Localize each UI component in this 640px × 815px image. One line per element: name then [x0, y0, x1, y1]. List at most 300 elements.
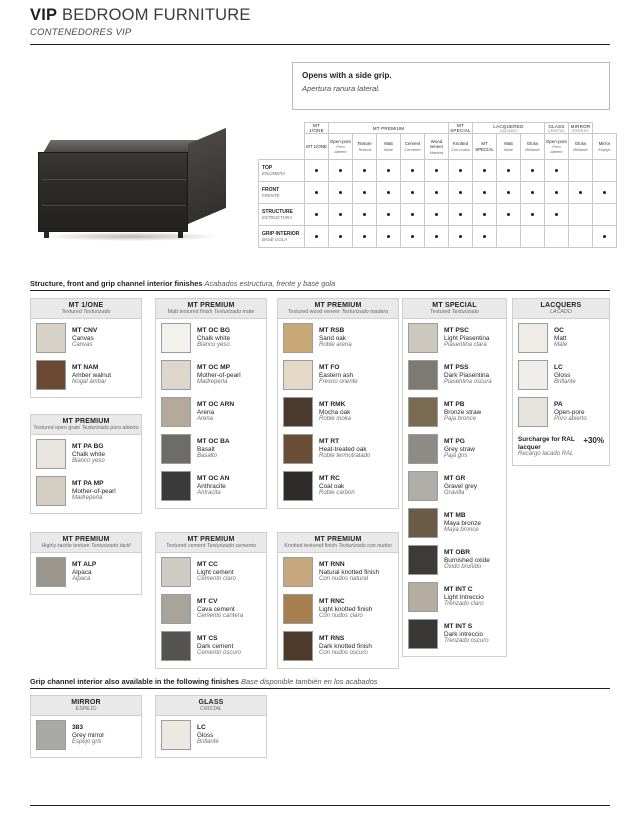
product-drawer-line	[42, 179, 186, 180]
matrix-cell	[593, 226, 617, 248]
matrix-column-header: Matt Mate	[377, 134, 401, 160]
finish-code: OC	[554, 327, 564, 335]
matrix-cell	[473, 204, 497, 226]
finish-swatch	[283, 360, 313, 390]
finish-group-title: MT 1/ONE	[68, 302, 104, 309]
side-grip-note	[292, 62, 610, 110]
matrix-cell	[353, 182, 377, 204]
matrix-cell	[425, 226, 449, 248]
matrix-cell	[569, 226, 593, 248]
finish-swatch	[283, 434, 313, 464]
matrix-group-header: MT SPECIAL	[450, 123, 471, 133]
finish-name-es: Paja bronce	[444, 416, 477, 423]
finish-item-list	[513, 319, 609, 434]
finish-text	[72, 724, 104, 746]
finish-text	[554, 327, 567, 349]
finish-text	[72, 327, 97, 349]
matrix-row	[259, 160, 617, 182]
finish-code: LC	[197, 724, 206, 732]
finish-name: Natural knotted finish	[319, 568, 380, 576]
finish-name-es: Nogal ámbar	[72, 379, 107, 386]
matrix-cell	[521, 204, 545, 226]
finish-swatch	[408, 471, 438, 501]
finish-item[interactable]	[408, 323, 501, 353]
finish-item[interactable]	[283, 594, 393, 624]
page-header	[0, 0, 640, 38]
product-side-panel	[188, 128, 226, 224]
finish-item[interactable]	[283, 557, 393, 587]
finish-item[interactable]	[518, 397, 604, 427]
product-shadow	[42, 232, 222, 241]
finish-item[interactable]	[161, 397, 261, 427]
matrix-cell	[401, 182, 425, 204]
matrix-cell	[473, 182, 497, 204]
finish-name-es: Maya bronce	[444, 527, 479, 534]
matrix-column-header: Wood veneer Madera	[425, 134, 449, 160]
matrix-column-header: MT 1/ONE	[305, 134, 329, 160]
finish-name: Dark Piasentina	[444, 371, 490, 379]
finish-text	[444, 438, 475, 460]
finish-group	[30, 414, 142, 514]
matrix-cell	[545, 226, 569, 248]
finish-item[interactable]	[408, 582, 501, 612]
matrix-column-header: Mirror Espejo	[593, 134, 617, 160]
finish-name-es: Arena	[197, 416, 214, 423]
finish-text	[444, 475, 477, 497]
finish-code: MT RMK	[319, 401, 346, 409]
finish-group-subtitle: Highly-tactile texture Texturizado táctil	[41, 543, 131, 549]
matrix-group-row	[259, 123, 617, 134]
matrix-cell	[329, 204, 353, 226]
finish-name: Open-pore	[554, 408, 585, 416]
finish-name: Arena	[197, 408, 215, 416]
matrix-cell	[305, 182, 329, 204]
finish-item[interactable]	[36, 323, 136, 353]
finish-name: Anthracite	[197, 482, 226, 490]
finish-swatch	[161, 631, 191, 661]
finish-item-list	[31, 319, 141, 397]
finish-name-es: Fresno oriente	[319, 379, 358, 386]
finish-group-subtitle: LACADO	[550, 309, 572, 315]
matrix-cell	[401, 160, 425, 182]
finish-text	[319, 635, 372, 657]
matrix-row	[259, 182, 617, 204]
finish-name: Gloss	[197, 731, 214, 739]
finish-name-es: Con nudos natural	[319, 576, 369, 583]
grip-section-caption	[30, 677, 378, 686]
finish-group	[155, 695, 267, 758]
matrix-cell	[377, 226, 401, 248]
matrix-column-header: MT SPECIAL	[473, 134, 497, 160]
finish-text	[197, 561, 236, 583]
finish-text	[72, 443, 105, 465]
finish-name: Grey mirror	[72, 731, 105, 739]
finish-name-es: Basalto	[197, 453, 218, 460]
finish-name: Mocha oak	[319, 408, 351, 416]
main-section-rule	[30, 290, 610, 291]
finish-swatch	[408, 545, 438, 575]
finish-item[interactable]	[518, 360, 604, 390]
matrix-row-label: FRONT FRENTE	[259, 182, 305, 204]
finish-name-es: Poro abierto	[554, 416, 587, 423]
finish-group-header	[31, 533, 141, 553]
finish-group-subtitle: Textured Texturizado	[61, 309, 111, 315]
finish-item-list	[278, 319, 398, 508]
finish-item-list	[31, 553, 141, 594]
finish-name: Heat-treated oak	[319, 445, 367, 453]
surcharge-label-es: Recargo lacado RAL	[518, 451, 574, 458]
surcharge-row	[513, 434, 609, 465]
finish-swatch	[408, 323, 438, 353]
finish-code: MT PSS	[444, 364, 469, 372]
matrix-cell	[425, 204, 449, 226]
finish-swatch	[408, 619, 438, 649]
matrix-cell	[521, 182, 545, 204]
side-grip-note-en: Opens with a side grip.	[302, 71, 392, 80]
finish-group-title: MT PREMIUM	[314, 536, 362, 543]
finish-item[interactable]	[36, 439, 136, 469]
finish-item[interactable]	[408, 471, 501, 501]
finish-group	[30, 298, 142, 398]
finish-group-subtitle: Knotted textured finish Texturizado con nudos	[284, 543, 392, 549]
finish-group-title: MT PREMIUM	[187, 302, 235, 309]
finish-text	[197, 327, 230, 349]
finish-item[interactable]	[36, 557, 136, 587]
matrix-cell	[353, 160, 377, 182]
finish-item[interactable]	[408, 508, 501, 538]
finish-item[interactable]	[408, 619, 501, 649]
finish-item[interactable]	[36, 360, 136, 390]
finish-swatch	[283, 631, 313, 661]
side-grip-note-es: Apertura ranura lateral.	[302, 84, 381, 93]
finish-swatch	[283, 471, 313, 501]
finish-swatch	[408, 434, 438, 464]
finish-item[interactable]	[161, 471, 261, 501]
finish-code: MT CC	[197, 561, 218, 569]
matrix-column-header: Open-pore Poro abierto	[545, 134, 569, 160]
finish-code: MT PA MP	[72, 480, 104, 488]
finish-swatch	[36, 557, 66, 587]
finish-name-es: Con nudos claro	[319, 613, 363, 620]
finish-name: Dark knotted finish	[319, 642, 372, 650]
matrix-cell	[401, 226, 425, 248]
finish-code: PA	[554, 401, 563, 409]
finish-code: MT OBR	[444, 549, 471, 557]
finish-name-es: Roble arena	[319, 342, 352, 349]
matrix-group-header: LACQUERED LACADO	[473, 123, 545, 134]
finish-swatch	[161, 720, 191, 750]
finish-swatch	[161, 594, 191, 624]
finish-group-title: LACQUERS	[540, 302, 582, 309]
finish-group-title: MT PREMIUM	[62, 418, 110, 425]
matrix-cell	[377, 182, 401, 204]
finish-item[interactable]	[518, 323, 604, 353]
finish-code: 383	[72, 724, 84, 732]
finish-code: MT OC AN	[197, 475, 230, 483]
matrix-group-header: MIRROR ESPEJO	[569, 123, 593, 134]
matrix-row-label: GRIP INTERIOR BASE GOLA	[259, 226, 305, 248]
finish-name-es: Cemento claro	[197, 576, 237, 583]
finish-swatch	[161, 434, 191, 464]
finish-name: Dark intreccio	[444, 630, 484, 638]
finish-group-title: MIRROR	[71, 699, 101, 706]
matrix-column-header: Knotted Con nudos	[449, 134, 473, 160]
finish-text	[319, 475, 355, 497]
finish-swatch	[36, 720, 66, 750]
finish-code: MT ALP	[72, 561, 97, 569]
finish-text	[554, 364, 576, 386]
finish-swatch	[283, 397, 313, 427]
finish-name: Light knotted finish	[319, 605, 373, 613]
finish-text	[319, 598, 372, 620]
finish-code: MT PG	[444, 438, 465, 446]
matrix-column-header: Matt Mate	[497, 134, 521, 160]
finish-code: MT RNN	[319, 561, 345, 569]
finish-text	[319, 561, 379, 583]
finish-group-header	[156, 533, 266, 553]
finish-name-es: Blanco yeso	[197, 342, 230, 349]
matrix-group-header: GLASS CRISTAL	[545, 123, 569, 134]
finish-name-es: Óxido bruñido	[444, 564, 482, 571]
finish-name-es: Madreperla	[197, 379, 228, 386]
matrix-cell	[353, 204, 377, 226]
grip-section-caption-es: Base disponible también en los acabados	[241, 677, 378, 686]
finish-code: MT CNV	[72, 327, 98, 335]
finish-text	[319, 364, 358, 386]
finish-name-es: Espejo gris	[72, 739, 102, 746]
finish-group-subtitle: Matt textured finish Texturizado mate	[167, 309, 255, 315]
matrix-cell	[329, 182, 353, 204]
matrix-cell	[569, 160, 593, 182]
finish-name-es: Canvas	[72, 342, 93, 349]
finish-item[interactable]	[283, 397, 393, 427]
finish-item[interactable]	[161, 323, 261, 353]
finish-name-es: Antracita	[197, 490, 221, 497]
finish-code: MT OC BA	[197, 438, 230, 446]
finish-name-es: Trenzado claro	[444, 601, 484, 608]
availability-matrix-table	[258, 122, 617, 248]
finish-group	[30, 532, 142, 595]
finish-group	[277, 298, 399, 509]
finish-code: MT PA BG	[72, 443, 104, 451]
main-section-caption	[30, 279, 335, 288]
finish-group-header	[278, 533, 398, 553]
matrix-cell	[497, 226, 521, 248]
finish-name: Bronze straw	[444, 408, 482, 416]
finish-code: MT GR	[444, 475, 466, 483]
matrix-cell	[449, 226, 473, 248]
finish-code: MT OC ARN	[197, 401, 235, 409]
finish-text	[197, 475, 229, 497]
matrix-row-label: TOP ENCIMERA	[259, 160, 305, 182]
finish-name: Dark cement	[197, 642, 234, 650]
finish-name: Alpaca	[72, 568, 92, 576]
finish-name: Gloss	[554, 371, 571, 379]
finish-item[interactable]	[161, 557, 261, 587]
grip-section-caption-en: Grip channel interior also available in the following finishes	[30, 677, 240, 686]
finish-text	[197, 438, 230, 460]
finish-swatch	[161, 323, 191, 353]
finish-text	[444, 364, 492, 386]
finish-group-header	[31, 696, 141, 716]
surcharge-label: Surcharge for RAL lacquer Recargo lacado RAL	[518, 436, 583, 459]
finish-item[interactable]	[408, 434, 501, 464]
matrix-column-header: Cement Cemento	[401, 134, 425, 160]
availability-matrix	[258, 122, 617, 248]
finish-swatch	[161, 557, 191, 587]
finish-swatch	[408, 397, 438, 427]
finish-name: Matt	[554, 334, 567, 342]
finish-text	[319, 438, 370, 460]
finish-swatch	[408, 582, 438, 612]
finish-text	[197, 401, 234, 423]
product-front-panels	[38, 152, 188, 232]
finish-item[interactable]	[283, 360, 393, 390]
finish-item[interactable]	[161, 594, 261, 624]
finish-group-title: MT PREMIUM	[62, 536, 110, 543]
matrix-group-header: MT PREMIUM	[329, 123, 449, 134]
finish-swatch	[161, 360, 191, 390]
matrix-cell	[497, 182, 521, 204]
finish-text	[319, 401, 351, 423]
finish-item-list	[156, 553, 266, 668]
finish-name-es: Blanco yeso	[72, 458, 105, 465]
main-section-caption-en: Structure, front and grip channel interior finishes	[30, 279, 203, 288]
matrix-group-header: MT 1/ONE	[305, 123, 329, 134]
finish-item-list	[31, 716, 141, 757]
finish-group-subtitle: Textured wood veneer Texturizado madera	[287, 309, 389, 315]
finish-swatch	[36, 476, 66, 506]
finish-group-header	[156, 696, 266, 716]
finish-item[interactable]	[283, 434, 393, 464]
finish-swatch	[518, 360, 548, 390]
finish-name: Basalt	[197, 445, 215, 453]
matrix-cell	[425, 160, 449, 182]
finish-code: MT MB	[444, 512, 466, 520]
header-divider	[30, 44, 610, 45]
finish-name: Gravel grey	[444, 482, 478, 490]
finish-code: MT RNC	[319, 598, 345, 606]
finish-text	[554, 401, 587, 423]
finish-swatch	[283, 594, 313, 624]
finish-name-es: Roble termotratado	[319, 453, 371, 460]
finish-group	[277, 532, 399, 669]
matrix-column-header: Texture Textura	[353, 134, 377, 160]
finish-code: MT RNS	[319, 635, 345, 643]
finish-swatch	[36, 323, 66, 353]
page-title-rest: BEDROOM FURNITURE	[57, 6, 251, 24]
matrix-cell	[545, 160, 569, 182]
finish-swatch	[518, 323, 548, 353]
finish-code: MT NAM	[72, 364, 99, 372]
finish-group-header	[31, 299, 141, 319]
finish-item[interactable]	[161, 360, 261, 390]
matrix-cell	[545, 182, 569, 204]
finish-group-subtitle: ESPEJO	[75, 706, 97, 712]
finish-name-es: Gravilla	[444, 490, 465, 497]
finish-item[interactable]	[36, 476, 136, 506]
finish-name: Amber walnut	[72, 371, 112, 379]
matrix-cell	[377, 160, 401, 182]
finish-item[interactable]	[283, 471, 393, 501]
finish-name: Eastern ash	[319, 371, 354, 379]
matrix-column-header: Open-pore Poro abierto	[329, 134, 353, 160]
finish-group	[30, 695, 142, 758]
finish-swatch	[283, 557, 313, 587]
matrix-cell	[473, 226, 497, 248]
finish-name-es: Con nudos oscuro	[319, 650, 368, 657]
finish-code: MT OC BG	[197, 327, 230, 335]
finish-group	[155, 532, 267, 669]
finish-swatch	[36, 439, 66, 469]
finish-name: Chalk white	[197, 334, 231, 342]
finish-item-list	[156, 319, 266, 508]
finish-item[interactable]	[408, 360, 501, 390]
page-title	[30, 6, 610, 25]
finish-swatch	[161, 397, 191, 427]
finish-item[interactable]	[408, 397, 501, 427]
matrix-cell	[401, 204, 425, 226]
finish-group-subtitle: Textured open grain Texturizado poro abierto	[33, 425, 139, 431]
finish-text	[197, 364, 241, 386]
finish-code: MT FO	[319, 364, 340, 372]
matrix-row	[259, 204, 617, 226]
matrix-cell	[305, 204, 329, 226]
matrix-row	[259, 226, 617, 248]
matrix-column-header: Gloss Brillante	[521, 134, 545, 160]
finish-item[interactable]	[161, 631, 261, 661]
finish-group-title: MT PREMIUM	[187, 536, 235, 543]
finish-name-es: Piasentina oscura	[444, 379, 492, 386]
finish-group-subtitle: Textured Texturizado	[430, 309, 479, 315]
finish-swatch	[283, 323, 313, 353]
finish-item[interactable]	[283, 631, 393, 661]
finish-group-header	[513, 299, 609, 319]
finish-group-header	[278, 299, 398, 319]
finish-name-es: Piasentina clara	[444, 342, 487, 349]
matrix-row-label: STRUCTURE ESTRUCTURA	[259, 204, 305, 226]
finish-item[interactable]	[36, 720, 136, 750]
finish-group-subtitle: CRISTAL	[200, 706, 222, 712]
finish-item[interactable]	[283, 323, 393, 353]
matrix-cell	[449, 160, 473, 182]
finish-code: MT INT S	[444, 623, 473, 631]
matrix-cell	[425, 182, 449, 204]
page-title-bold: VIP	[30, 6, 58, 24]
finish-swatch	[408, 360, 438, 390]
matrix-cell	[353, 226, 377, 248]
finish-name: Light Piasentina	[444, 334, 490, 342]
finish-name-es: Cemento oscuro	[197, 650, 242, 657]
matrix-cell	[329, 160, 353, 182]
finish-text	[444, 586, 484, 608]
finish-name: Chalk white	[72, 450, 106, 458]
finish-group-title: MT SPECIAL	[432, 302, 477, 309]
matrix-cell	[377, 204, 401, 226]
product-drawer-line	[42, 205, 186, 206]
finish-item[interactable]	[161, 434, 261, 464]
finish-item[interactable]	[408, 545, 501, 575]
matrix-column-header: Gloss Brillante	[569, 134, 593, 160]
finish-code: MT PSC	[444, 327, 469, 335]
finish-item[interactable]	[161, 720, 261, 750]
finish-code: MT OC MP	[197, 364, 230, 372]
finish-name: Burnished oxide	[444, 556, 490, 564]
finish-group	[155, 298, 267, 509]
finish-code: LC	[554, 364, 563, 372]
finish-code: MT INT C	[444, 586, 473, 594]
finish-name-es: Trenzado oscuro	[444, 638, 489, 645]
